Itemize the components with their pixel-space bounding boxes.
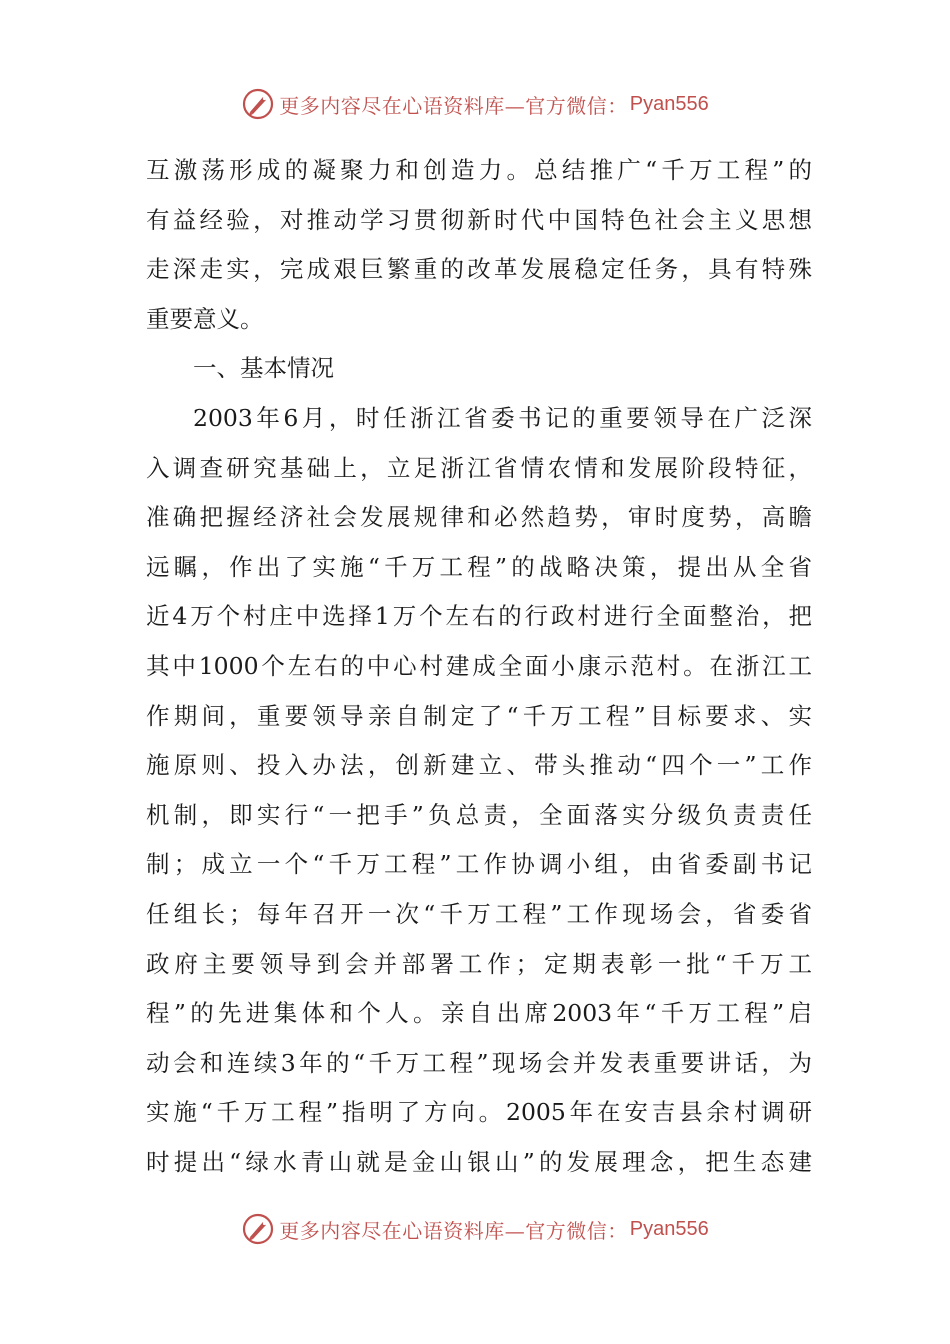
- text-line: 任组长；每年召开一次“千万工程”工作现场会，省委省: [146, 899, 812, 928]
- text-line: 机制，即实行“一把手”负总责，全面落实分级负责责任: [146, 800, 812, 829]
- pen-nib-logo-icon: [241, 87, 275, 121]
- text-line: 制；成立一个“千万工程”工作协调小组，由省委副书记: [146, 850, 812, 879]
- text-line: 准确把握经济社会发展规律和必然趋势，审时度势，高瞻: [146, 503, 812, 532]
- text-line: 施原则、投入办法，创新建立、带头推动“四个一”工作: [146, 751, 812, 780]
- watermark-text: 更多内容尽在心语资料库—官方微信：: [279, 1218, 628, 1243]
- text-line: 入调查研究基础上，立足浙江省情农情和发展阶段特征，: [146, 453, 812, 482]
- text-line: 走深走实，完成艰巨繁重的改革发展稳定任务，具有特殊: [146, 255, 812, 284]
- watermark-text: 更多内容尽在心语资料库—官方微信：: [279, 93, 628, 118]
- watermark-wechat-id: Pyan556: [629, 1217, 709, 1240]
- text-line: 2003年6月，时任浙江省委书记的重要领导在广泛深: [193, 403, 812, 432]
- text-line: 政府主要领导到会并部署工作；定期表彰一批“千万工: [146, 949, 812, 978]
- watermark-header: [0, 84, 950, 124]
- watermark-footer: [0, 1209, 950, 1249]
- section-heading: 一、基本情况: [193, 354, 334, 383]
- text-line: 远瞩，作出了实施“千万工程”的战略决策，提出从全省: [146, 552, 812, 581]
- watermark-wechat-id: Pyan556: [629, 92, 709, 115]
- text-line: 程”的先进集体和个人。亲自出席2003年“千万工程”启: [146, 999, 812, 1028]
- text-line: 实施“千万工程”指明了方向。2005年在安吉县余村调研: [146, 1098, 812, 1127]
- text-line: 动会和连续3年的“千万工程”现场会并发表重要讲话，为: [146, 1048, 812, 1077]
- text-line: 互激荡形成的凝聚力和创造力。总结推广“千万工程”的: [146, 156, 812, 184]
- text-line: 作期间，重要领导亲自制定了“千万工程”目标要求、实: [146, 701, 812, 730]
- text-line: 时提出“绿水青山就是金山银山”的发展理念，把生态建: [146, 1147, 812, 1176]
- text-line: 重要意义。: [146, 304, 264, 333]
- text-line: 近4万个村庄中选择1万个左右的行政村进行全面整治，把: [146, 602, 812, 631]
- text-line: 有益经验，对推动学习贯彻新时代中国特色社会主义思想: [146, 205, 812, 234]
- text-line: 其中1000个左右的中心村建成全面小康示范村。在浙江工: [146, 651, 812, 680]
- pen-nib-logo-icon: [241, 1212, 275, 1246]
- document-body: [146, 146, 812, 1187]
